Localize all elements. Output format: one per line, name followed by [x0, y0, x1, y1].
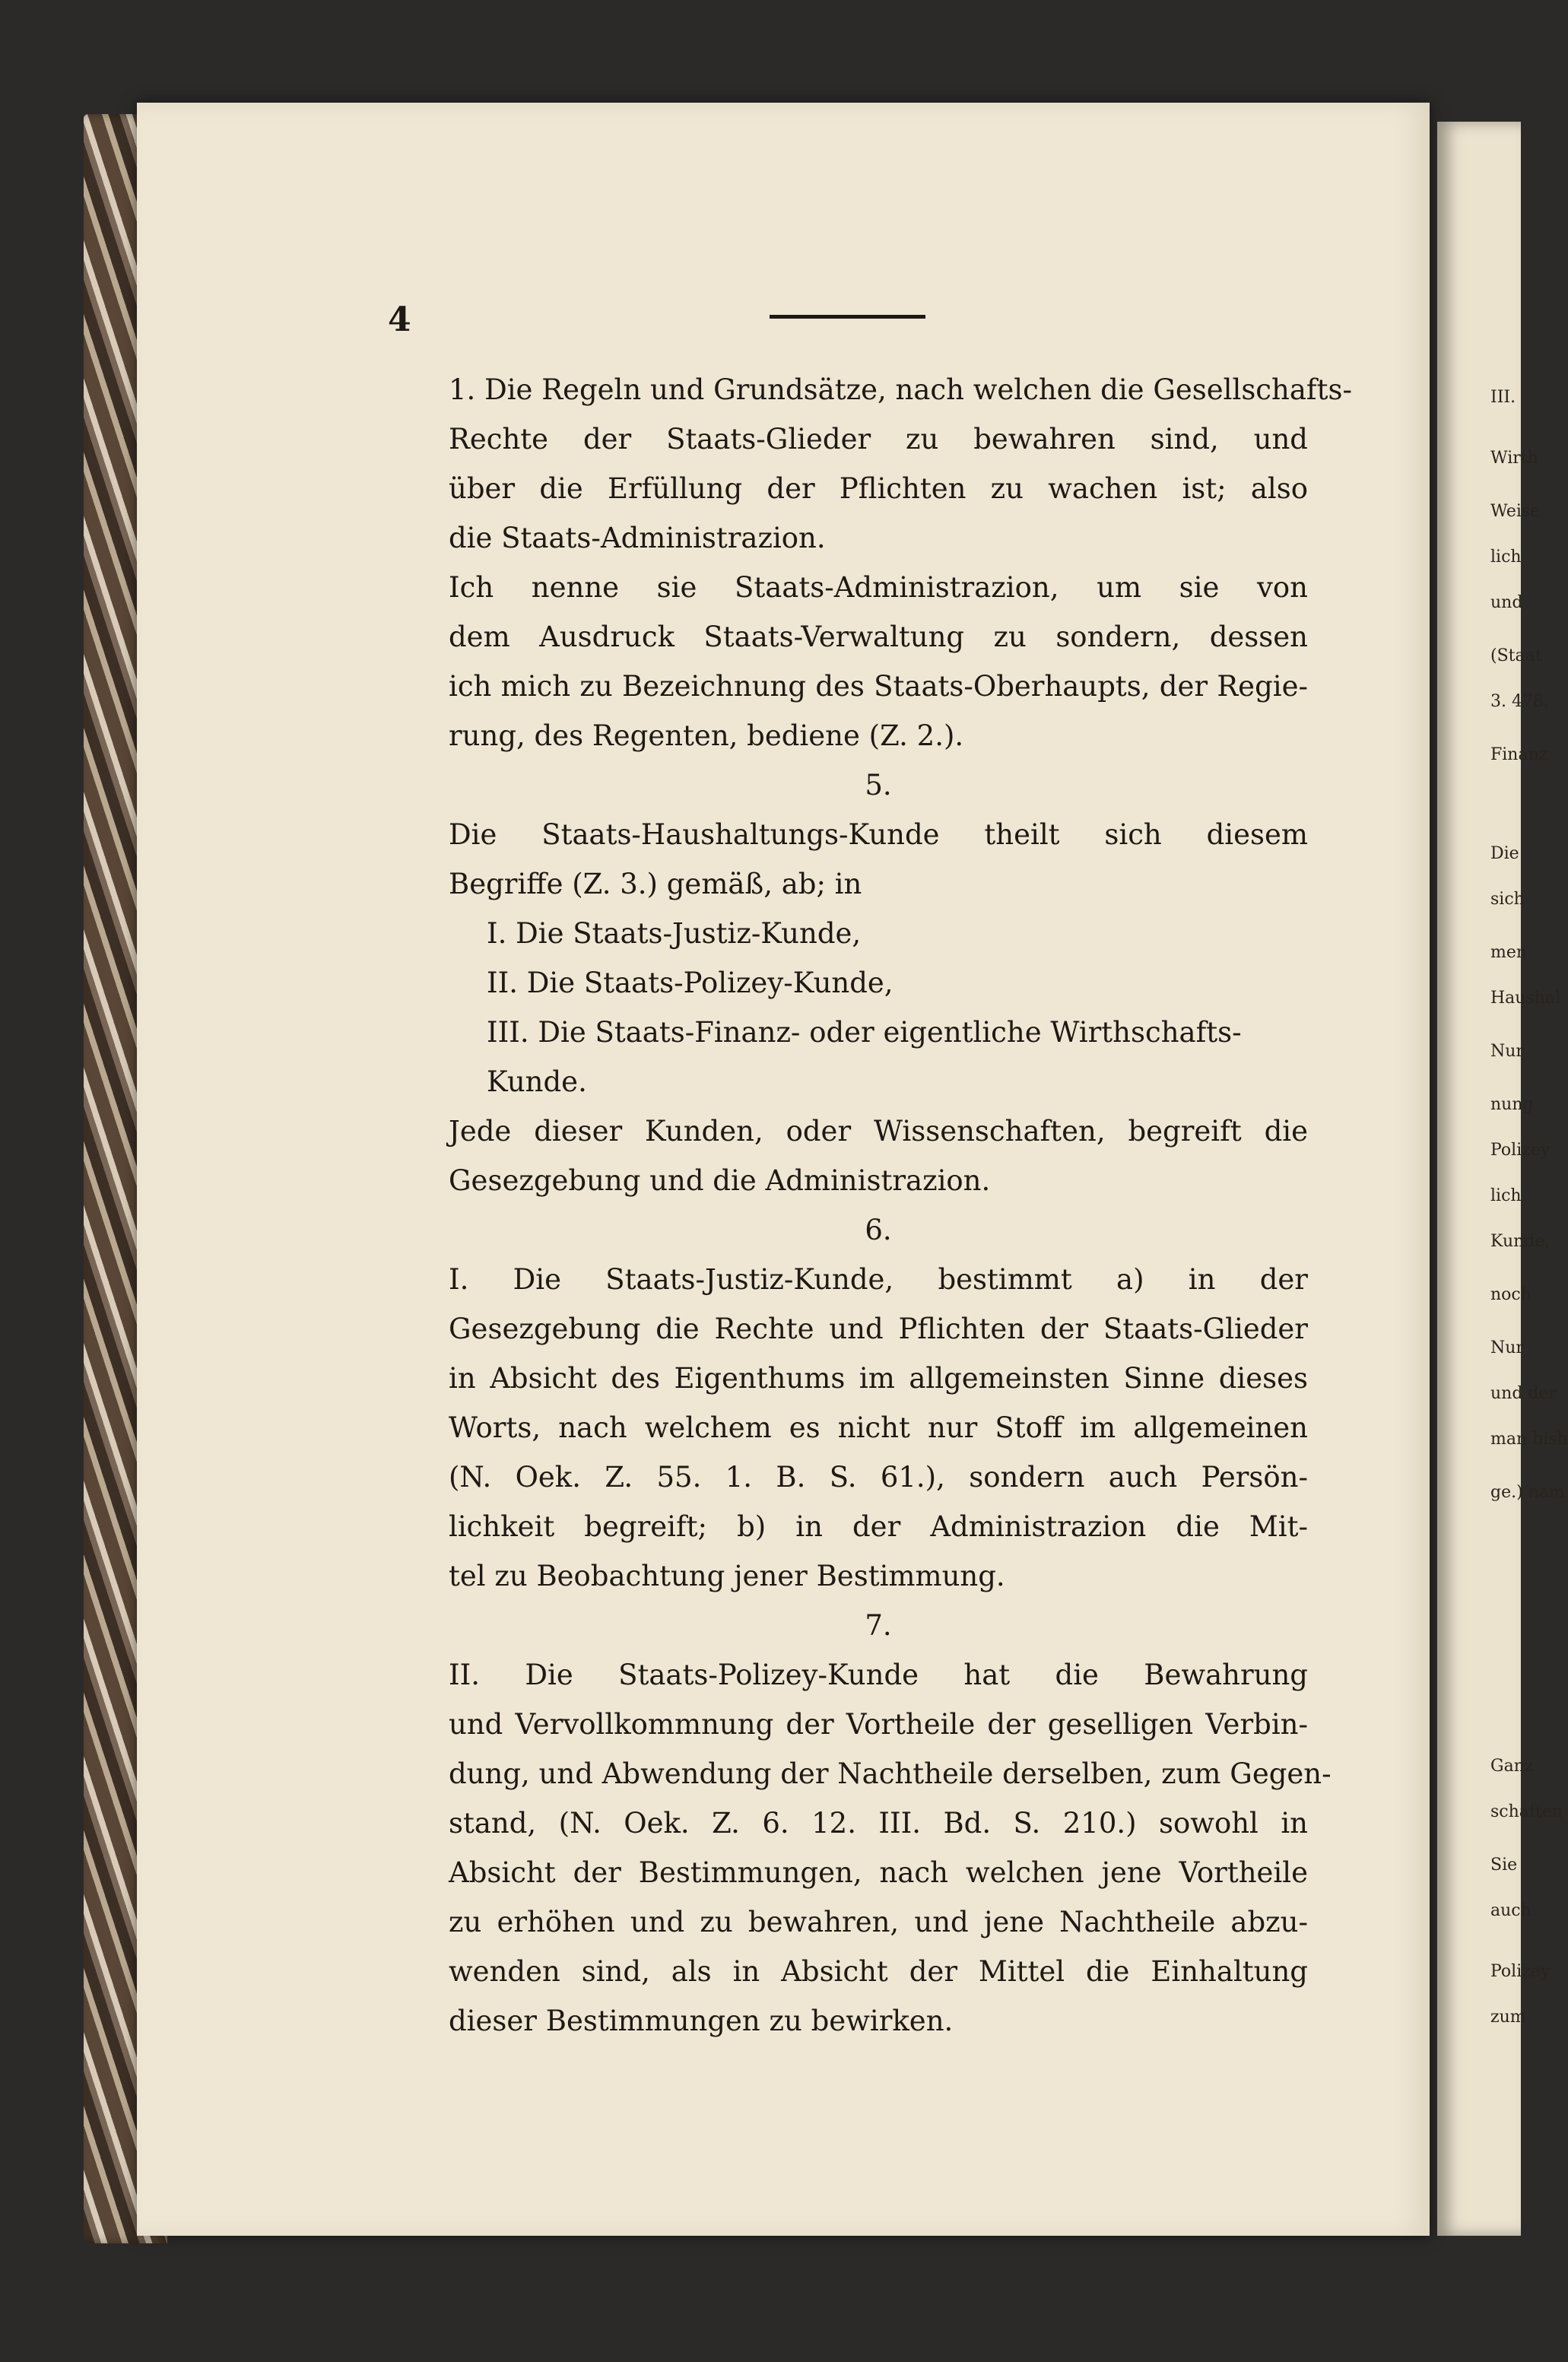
next-page-fragment: man bish [1490, 1430, 1568, 1449]
text-line: II. Die Staats-Polizey-Kunde hat die Bewahrung [449, 1659, 1308, 1691]
next-page-fragment: Polizey [1490, 1962, 1551, 1981]
next-page-fragment: Die [1490, 844, 1519, 863]
section-number: 5. [865, 769, 892, 802]
next-page-fragment: men [1490, 943, 1528, 962]
text-line: die Staats-Administrazion. [449, 522, 826, 554]
next-page-fragment: III. [1490, 388, 1516, 407]
text-line: zu erhöhen und zu bewahren, und jene Nachtheile abzu- [449, 1906, 1308, 1938]
next-page-fragment: Nur [1490, 1338, 1524, 1357]
header-rule [770, 315, 925, 319]
page-text [449, 365, 1352, 2046]
text-line: wenden sind, als in Absicht der Mittel die Einhaltung [449, 1955, 1308, 1988]
text-line: dieser Bestimmungen zu bewirken. [449, 2005, 954, 2037]
text-line: Rechte der Staats-Glieder zu bewahren sind, und [449, 423, 1308, 456]
section-number: 6. [865, 1214, 892, 1246]
next-page-fragment: zum [1490, 2008, 1526, 2027]
text-line: dung, und Abwendung der Nachtheile derselben, zum Gegen- [449, 1757, 1332, 1790]
next-page-fragment: Kunde, [1490, 1232, 1551, 1251]
text-line: dem Ausdruck Staats-Verwaltung zu sondern, dessen [449, 621, 1308, 653]
text-line: rung, des Regenten, bediene (Z. 2.). [449, 719, 964, 752]
next-page-fragment: ge.) nam [1490, 1483, 1565, 1502]
next-page-fragment: Finanz [1490, 745, 1548, 764]
next-page-fragment: 3. 478. [1490, 692, 1549, 711]
next-page-fragment: nung [1490, 1095, 1534, 1114]
next-page-fragment: Sie [1490, 1856, 1518, 1875]
next-page-fragment: (Staat [1490, 646, 1542, 665]
text-line: ich mich zu Bezeichnung des Staats-Oberhaupts, der Regie- [449, 670, 1308, 703]
next-page-fragment: Nur [1490, 1042, 1524, 1061]
section-number: 7. [865, 1609, 892, 1642]
text-line: über die Erfüllung der Pflichten zu wachen ist; also [449, 472, 1308, 505]
next-page-fragment: Polizey [1490, 1141, 1551, 1160]
text-line: tel zu Beobachtung jener Bestimmung. [449, 1560, 1005, 1592]
text-line: lichkeit begreift; b) in der Administrazion die Mit- [449, 1510, 1308, 1543]
text-line: Kunde. [487, 1065, 587, 1098]
next-page-fragment: lich [1490, 548, 1522, 567]
next-page-edge [1437, 122, 1568, 2236]
text-line: I. Die Staats-Justiz-Kunde, bestimmt a) in der [449, 1263, 1308, 1296]
text-line: Begriffe (Z. 3.) gemäß, ab; in [449, 868, 862, 900]
text-line: Absicht der Bestimmungen, nach welchen jene Vortheile [449, 1856, 1308, 1889]
text-line: Gesezgebung und die Administrazion. [449, 1164, 991, 1197]
page-number: 4 [388, 300, 411, 339]
text-line: Worts, nach welchem es nicht nur Stoff im allgemeinen [449, 1411, 1308, 1444]
text-line: Jede dieser Kunden, oder Wissenschaften, begreift die [449, 1115, 1308, 1148]
next-page-fragment: noch [1490, 1285, 1531, 1304]
next-page-fragment: Ganz [1490, 1757, 1534, 1776]
text-line: III. Die Staats-Finanz- oder eigentliche Wirthschafts- [487, 1016, 1242, 1049]
next-page-fragment: Wirth [1490, 449, 1538, 468]
text-line: II. Die Staats-Polizey-Kunde, [487, 967, 894, 999]
text-line: in Absicht des Eigenthums im allgemeinsten Sinne dieses [449, 1362, 1308, 1395]
next-page-fragment: lich [1490, 1186, 1522, 1205]
next-page-fragment: sich [1490, 890, 1525, 909]
next-page-fragment: auch [1490, 1901, 1531, 1920]
text-line: stand, (N. Oek. Z. 6. 12. III. Bd. S. 210.) sowohl in [449, 1807, 1308, 1840]
next-page-fragment: Haushal [1490, 989, 1561, 1008]
text-line: Die Staats-Haushaltungs-Kunde theilt sich diesem [449, 818, 1308, 851]
text-line: (N. Oek. Z. 55. 1. B. S. 61.), sondern auch Persön- [449, 1461, 1308, 1494]
text-line: Ich nenne sie Staats-Administrazion, um sie von [449, 571, 1308, 604]
next-page-fragment: schaften [1490, 1802, 1563, 1821]
text-line: und Vervollkommnung der Vortheile der geselligen Verbin- [449, 1708, 1308, 1741]
text-line: Gesezgebung die Rechte und Pflichten der Staats-Glieder [449, 1313, 1308, 1345]
text-line: I. Die Staats-Justiz-Kunde, [487, 917, 862, 950]
next-page-fragment: Weise [1490, 502, 1541, 521]
next-page-fragment: und der [1490, 1384, 1557, 1403]
text-line: 1. Die Regeln und Grundsätze, nach welchen die Gesellschafts- [449, 373, 1352, 406]
next-page-fragment: und [1490, 593, 1523, 612]
